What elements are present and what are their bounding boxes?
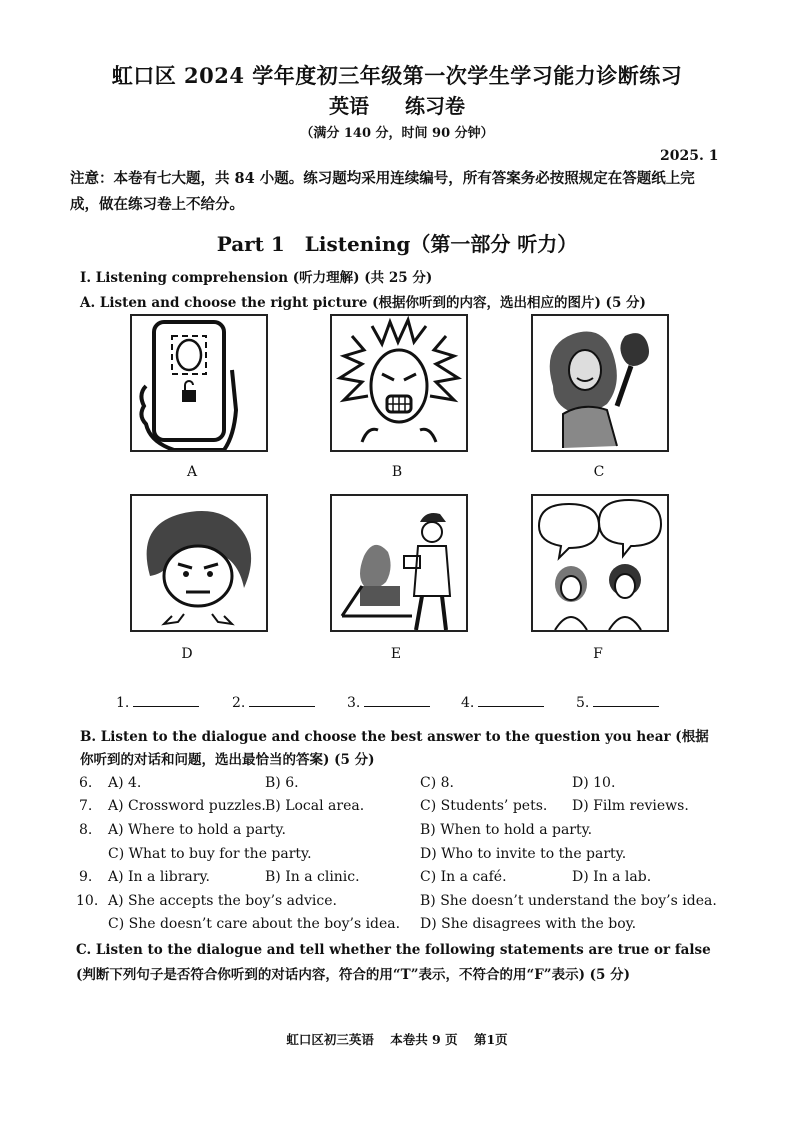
blank-number: 2. bbox=[232, 695, 246, 711]
exam-date: 2025. 1 bbox=[660, 148, 719, 164]
paper-type: 练习卷 bbox=[405, 94, 465, 118]
answer-blank-4[interactable] bbox=[461, 692, 544, 711]
exam-subtitle bbox=[0, 90, 794, 119]
picture-label-e: E bbox=[390, 646, 402, 662]
option-a: A) She accepts the boy’s advice. bbox=[108, 893, 337, 909]
picture-label-d: D bbox=[181, 646, 193, 662]
option-d: D) 10. bbox=[572, 775, 616, 791]
option-b: B) She doesn’t understand the boy’s idea. bbox=[420, 893, 717, 909]
section-b-title: B. Listen to the dialogue and choose the best answer to the question you hear (根据你听到的对话和问题，选出最恰当的答案) (5 分) bbox=[80, 729, 709, 768]
option-c: C) She doesn’t care about the boy’s idea. bbox=[108, 916, 401, 932]
answer-blank-5[interactable] bbox=[576, 692, 659, 711]
subject: 英语 bbox=[329, 94, 369, 118]
picture-e bbox=[330, 494, 468, 632]
blank-number: 1. bbox=[116, 695, 130, 711]
picture-label-a: A bbox=[186, 464, 198, 480]
footer-total-pages: 本卷共 9 页 bbox=[390, 1032, 458, 1047]
woman-holding-wig-icon bbox=[533, 316, 667, 450]
blank-number: 5. bbox=[576, 695, 590, 711]
angry-face-icon bbox=[332, 316, 466, 450]
picture-c bbox=[531, 314, 669, 452]
picture-f bbox=[531, 494, 669, 632]
picture-b bbox=[330, 314, 468, 452]
picture-label-f: F bbox=[593, 646, 603, 662]
police-officer-writing-icon bbox=[332, 496, 466, 630]
question-number: 6. bbox=[79, 775, 93, 791]
question-number: 7. bbox=[79, 798, 93, 814]
question-number: 10. bbox=[76, 893, 99, 909]
phone-face-unlock-icon bbox=[132, 316, 266, 450]
footer-exam: 虹口区初三英语 bbox=[286, 1032, 374, 1047]
picture-d bbox=[130, 494, 268, 632]
section-1-title: I. Listening comprehension (听力理解) (共 25 分) bbox=[80, 270, 433, 286]
question-number: 8. bbox=[79, 822, 93, 838]
footer-page-number: 第1页 bbox=[473, 1032, 508, 1047]
exam-note: 注意：本卷有七大题，共 84 小题。练习题均采用连续编号，所有答案务必按照规定在答题纸上完成，做在练习卷上不给分。 bbox=[70, 170, 695, 213]
option-d: D) Who to invite to the party. bbox=[420, 846, 627, 862]
part-title: Part 1 Listening（第一部分 听力） bbox=[216, 232, 578, 256]
section-a-title: A. Listen and choose the right picture (根据你听到的内容，选出相应的图片) (5 分) bbox=[80, 295, 646, 311]
option-d: D) She disagrees with the boy. bbox=[420, 916, 637, 932]
option-b: B) When to hold a party. bbox=[420, 822, 593, 838]
page-footer bbox=[0, 1030, 794, 1048]
option-d: D) In a lab. bbox=[572, 869, 652, 885]
option-c: C) What to buy for the party. bbox=[108, 846, 312, 862]
picture-label-c: C bbox=[593, 464, 605, 480]
option-b: B) In a clinic. bbox=[265, 869, 360, 885]
picture-label-b: B bbox=[391, 464, 403, 480]
option-c: C) 8. bbox=[420, 775, 454, 791]
option-b: B) 6. bbox=[265, 775, 299, 791]
option-a: A) In a library. bbox=[108, 869, 210, 885]
question-number: 9. bbox=[79, 869, 93, 885]
answer-blank-2[interactable] bbox=[232, 692, 315, 711]
blank-number: 3. bbox=[347, 695, 361, 711]
option-b: B) Local area. bbox=[265, 798, 365, 814]
answer-blank-3[interactable] bbox=[347, 692, 430, 711]
section-c-title: C. Listen to the dialogue and tell whether the following statements are true or false (判断下列句子是否符合你听到的对话内容，符合的用“T”表示，不符合的用“F”表示) (5 分) bbox=[76, 942, 711, 983]
option-c: C) Students’ pets. bbox=[420, 798, 548, 814]
option-a: A) 4. bbox=[108, 775, 142, 791]
curly-hair-girl-icon bbox=[132, 496, 266, 630]
option-a: A) Crossword puzzles. bbox=[108, 798, 266, 814]
exam-info: （满分 140 分，时间 90 分钟） bbox=[300, 126, 494, 141]
blank-number: 4. bbox=[461, 695, 475, 711]
speech-bubbles-icon bbox=[533, 496, 667, 630]
option-d: D) Film reviews. bbox=[572, 798, 689, 814]
picture-a bbox=[130, 314, 268, 452]
option-c: C) In a café. bbox=[420, 869, 507, 885]
answer-blank-1[interactable] bbox=[116, 692, 199, 711]
option-a: A) Where to hold a party. bbox=[108, 822, 286, 838]
exam-title: 虹口区 2024 学年度初三年级第一次学生学习能力诊断练习 bbox=[111, 63, 683, 88]
